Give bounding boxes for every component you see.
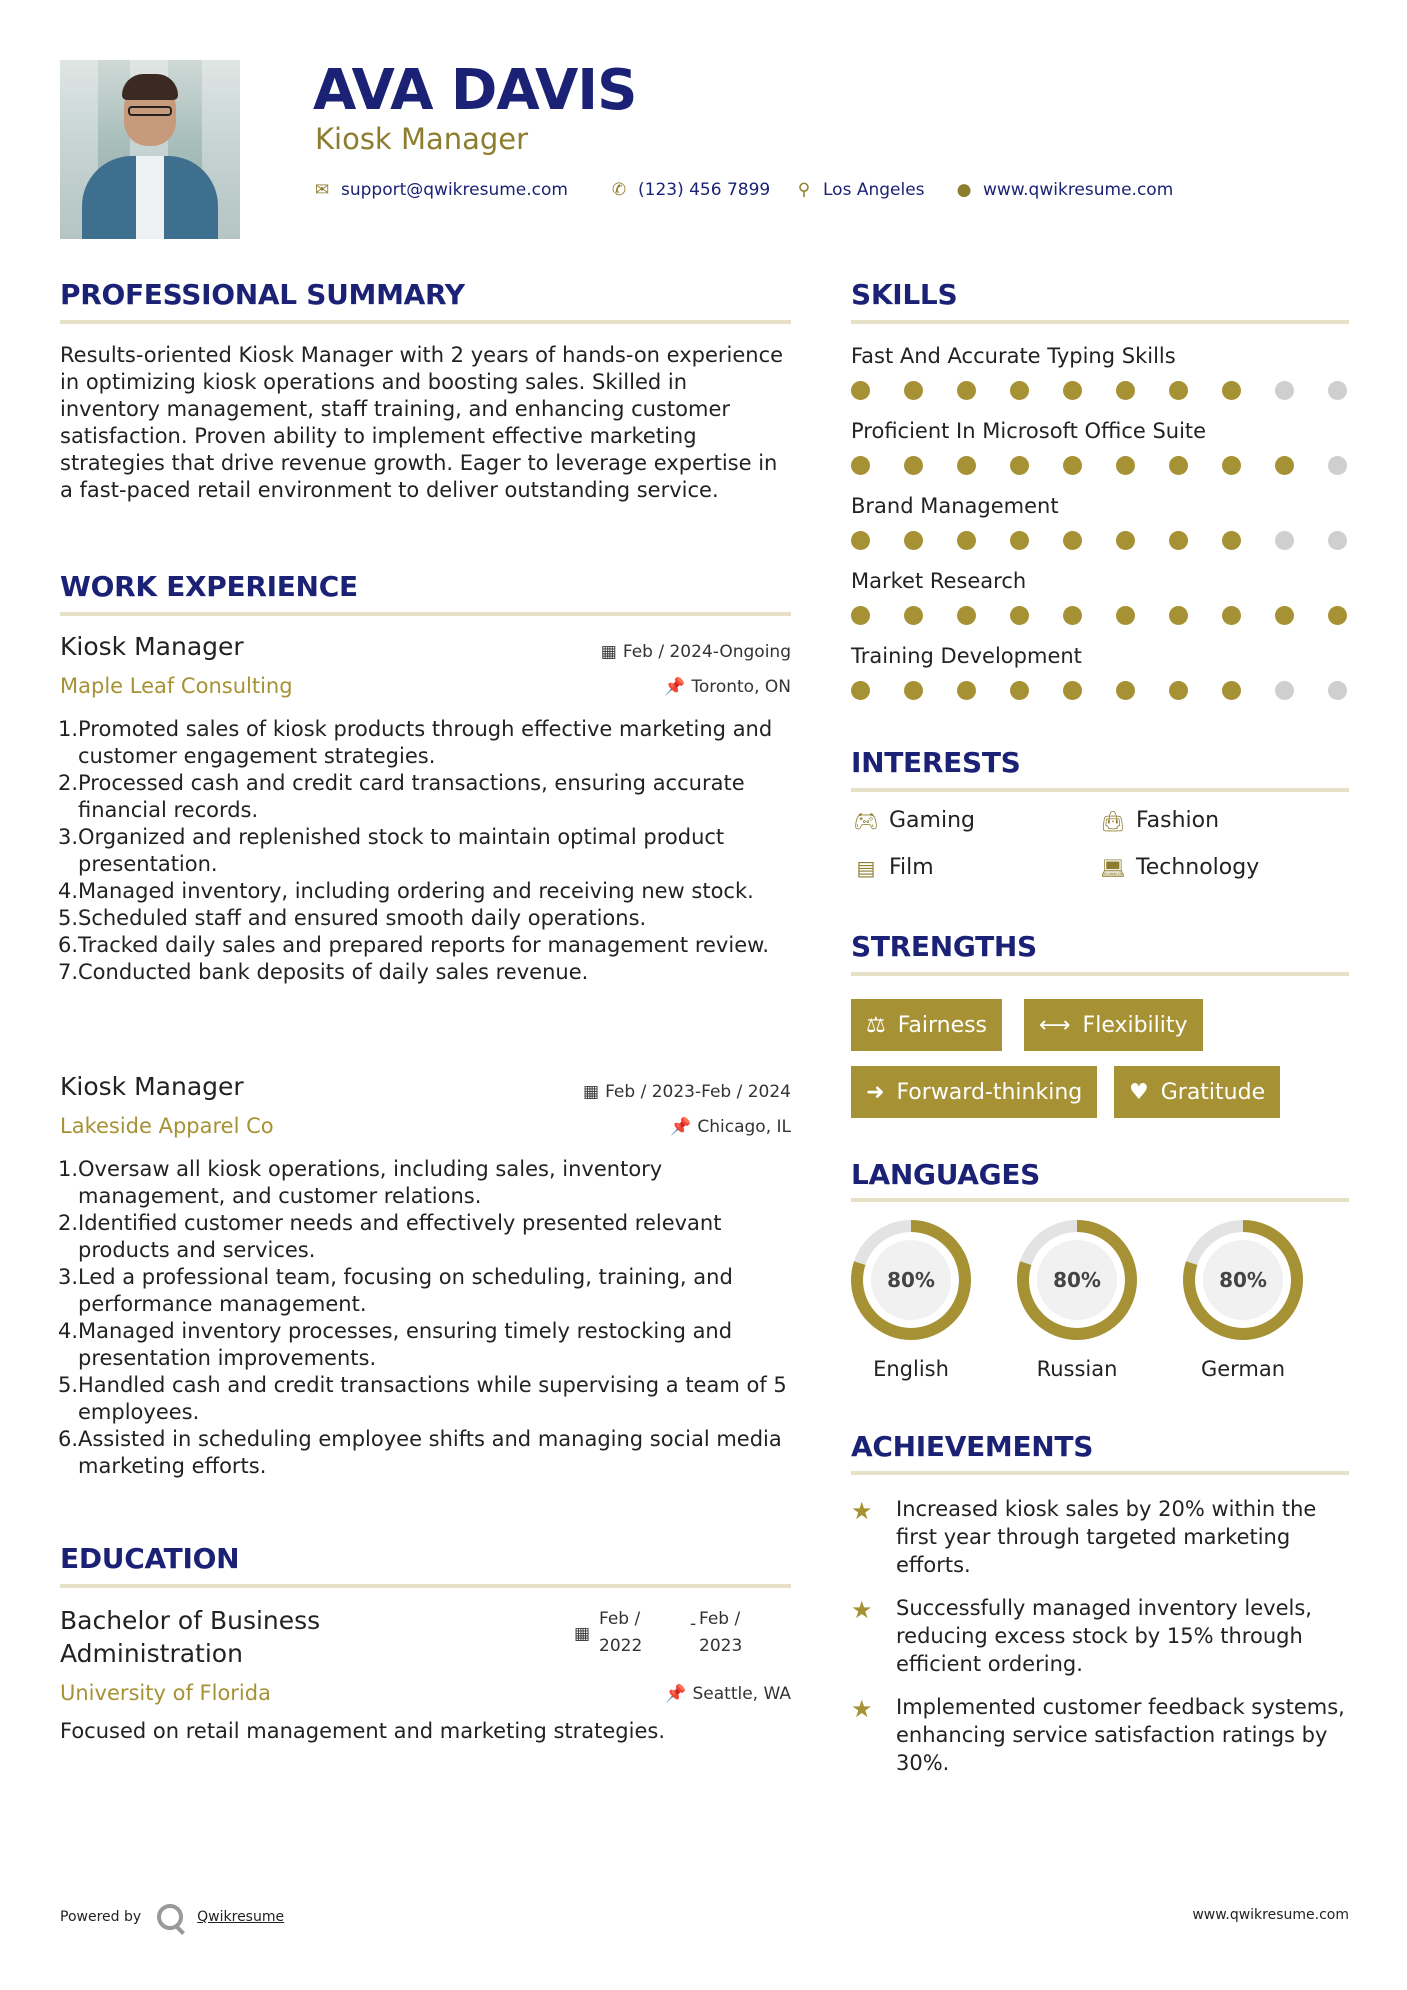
strength-tag: ➜ Forward-thinking	[851, 1066, 1097, 1118]
skill-dot-filled	[1275, 456, 1294, 475]
skill-dot-filled	[851, 531, 870, 550]
skill-dot-filled	[904, 456, 923, 475]
job-location: 📌 Toronto, ON	[664, 677, 791, 697]
candidate-title: Kiosk Manager	[315, 122, 529, 156]
list-item: 2. Processed cash and credit card transactions, ensuring accurate financial records.	[58, 771, 745, 822]
list-item: 1. Promoted sales of kiosk products through effective marketing and customer engagement strategies.	[58, 717, 773, 768]
skill-dot-filled	[1169, 381, 1188, 400]
skill-dot-filled	[1063, 456, 1082, 475]
skills-divider	[851, 320, 1349, 324]
footer-brand-link[interactable]: Qwikresume	[197, 1909, 285, 1925]
skill-dot-filled	[904, 606, 923, 625]
skill-dot-filled	[1010, 381, 1029, 400]
skill-dot-filled	[1169, 456, 1188, 475]
strengths-heading: STRENGTHS	[851, 930, 1037, 963]
job-dates: ▦ Feb / 2024-Ongoing	[600, 642, 791, 662]
skill-dot-filled	[851, 606, 870, 625]
achievements-divider	[851, 1471, 1349, 1475]
location-text: Los Angeles	[823, 180, 925, 200]
skill-dot-filled	[1222, 681, 1241, 700]
skill-dot-filled	[957, 456, 976, 475]
experience-heading: WORK EXPERIENCE	[60, 570, 358, 603]
job-dates: ▦ Feb / 2023-Feb / 2024	[583, 1082, 791, 1102]
email-text: support@qwikresume.com	[341, 180, 568, 200]
skill-dot-filled	[1169, 531, 1188, 550]
language-ring	[1016, 1219, 1138, 1341]
list-item: 5. Handled cash and credit transactions while supervising a team of 5 employees.	[58, 1373, 787, 1424]
job-location: 📌 Chicago, IL	[670, 1117, 791, 1137]
qwikresume-logo-icon	[157, 1904, 183, 1930]
skill-dot-empty	[1328, 681, 1347, 700]
language-name: English	[873, 1357, 949, 1381]
skill-name: Proficient In Microsoft Office Suite	[851, 419, 1207, 443]
job-bullets	[60, 716, 795, 986]
list-item: 2. Identified customer needs and effectively presented relevant products and services.	[58, 1211, 722, 1262]
gamepad-icon: 🎮︎	[853, 808, 879, 833]
language-ring	[1182, 1219, 1304, 1341]
skill-dot-empty	[1275, 681, 1294, 700]
skill-dot-filled	[1116, 456, 1135, 475]
calendar-icon: ▦	[574, 1624, 591, 1644]
skill-dot-filled	[1116, 606, 1135, 625]
skill-dot-empty	[1275, 381, 1294, 400]
map-marker-icon: ⚲	[797, 180, 811, 200]
skill-dot-filled	[1063, 681, 1082, 700]
skill-dot-empty	[1275, 531, 1294, 550]
skill-dot-filled	[1063, 606, 1082, 625]
list-item: 6. Tracked daily sales and prepared reports for management review.	[58, 933, 770, 957]
skill-dot-filled	[1116, 681, 1135, 700]
interests-heading: INTERESTS	[851, 746, 1021, 779]
arrow-right-icon: ➜	[866, 1079, 885, 1105]
resume-page: AVA DAVIS Kiosk Manager ✉ support@qwikresume.com ✆ (123) 456 7899 ⚲ Los Angeles ● www.qwikresume.com PROFESSIONAL SUMMARY Results-oriented Kiosk Manager with 2 years of hands-on experience in optimizing kiosk operations and boosting sales. Skilled in inventory management, staff training, and enhancing customer satisfaction. Proven ability to implement effective marketing strategies that drive revenue growth. Eager to leverage expertise in a fast-paced retail environment to deliver outstanding service. WORK EXPERIENCE Kiosk Manager ▦ Feb / 2024-Ongoing Maple Leaf Consulting 📌 Toronto, ON 1. Promoted sales of kiosk products through effective marketing and customer engagement strategies. 2. Processed cash and credit card transactions, ensuring accurate financial records. 3. Organized and replenished stock to maintain optimal product presentation. 4. Managed inventory, including ordering and receiving new stock. 5. Scheduled staff and ensured smooth daily operations. 6. Tracked daily sales and prepared reports for management review. 7. Conducted bank deposits of daily sales revenue. Kiosk Manager ▦ Feb / 2023-Feb / 2024 Lakeside Apparel Co 📌 Chicago, IL 1. Oversaw all kiosk operations, including sales, inventory management, and customer relations. 2. Identified customer needs and effectively presented relevant products and services. 3. Led a professional team, focusing on scheduling, training, and performance management. 4. Managed inventory processes, ensuring timely restocking and presentation improvements. 5. Handled cash and credit transactions while supervising a team of 5 employees. 6. Assisted in scheduling employee shifts and managing social media marketing efforts. EDUCATION Bachelor of Business Administration ▦ Feb / 2022 - Feb / 2023 University of Florida 📌 Seattle, WA Focused on retail management and marketing strategies. SKILLS Fast And Accurate Typing Skills Proficient In Microsoft Office Suite Brand Management Market Research Training Development INTERESTS 🎮︎ Gaming 👜︎ Fashion ▤ Film 💻︎ Technology STRENGTHS ⚖ Fairness ⟷ Flexibility ➜ Forward-thinking ♥ Gratitude LANGUAGES 80% English 80% Russian 80% German ACHIEVEMENTS ★ Increased kiosk sales by 20% within the first year through targeted marketing efforts. ★ Successfully managed inventory levels, reducing excess stock by 15% through efficient ordering. ★ Implemented customer feedback systems, enhancing service satisfaction ratings by 30%. Powered by Qwikresume www.qwikresume.com	[0, 0, 1407, 1990]
star-icon: ★	[851, 1695, 873, 1723]
strength-tag: ⚖ Fairness	[851, 999, 1002, 1051]
skill-dot-empty	[1328, 456, 1347, 475]
language-percent: 80%	[1219, 1268, 1267, 1292]
skill-dot-filled	[1063, 381, 1082, 400]
film-icon: ▤	[856, 855, 876, 880]
job-bullets	[60, 1156, 795, 1480]
edu-start-year: 2022	[599, 1636, 643, 1656]
job-company: Maple Leaf Consulting	[60, 674, 293, 698]
skill-name: Fast And Accurate Typing Skills	[851, 344, 1176, 368]
skill-dot-filled	[1063, 531, 1082, 550]
interests-divider	[851, 788, 1349, 792]
degree-title: Bachelor of Business Administration	[60, 1606, 321, 1668]
list-item: 5. Scheduled staff and ensured smooth daily operations.	[58, 906, 647, 930]
footer-url[interactable]: www.qwikresume.com	[1192, 1907, 1349, 1923]
pin-icon: 📌	[665, 1684, 687, 1704]
job-title: Kiosk Manager	[60, 1072, 244, 1101]
skill-dot-filled	[957, 381, 976, 400]
interest-item: 🎮︎ Gaming	[851, 808, 975, 833]
skill-dot-filled	[1169, 606, 1188, 625]
skill-dot-filled	[1010, 456, 1029, 475]
language-name: Russian	[1036, 1357, 1118, 1381]
envelope-icon: ✉	[314, 180, 330, 200]
summary-text: Results-oriented Kiosk Manager with 2 years of hands-on experience in optimizing kiosk operations and boosting sales. Skilled in inventory management, staff training, and enhancing customer satisfaction. Proven ability to implement effective marketing strategies that drive revenue growth. Eager to leverage expertise in a fast-paced retail environment to deliver outstanding service.	[60, 343, 784, 502]
skill-rating	[851, 606, 1349, 626]
skill-dot-filled	[1222, 456, 1241, 475]
laptop-icon: 💻︎	[1100, 855, 1126, 880]
star-icon: ★	[851, 1497, 873, 1525]
list-item: 6. Assisted in scheduling employee shifts and managing social media marketing efforts.	[58, 1427, 782, 1478]
skill-dot-filled	[851, 681, 870, 700]
skill-dot-filled	[1116, 381, 1135, 400]
education-divider	[60, 1584, 791, 1588]
skill-dot-filled	[1010, 606, 1029, 625]
calendar-icon: ▦	[600, 642, 617, 662]
skill-rating	[851, 531, 1349, 551]
calendar-icon: ▦	[583, 1082, 600, 1102]
skill-dot-filled	[851, 381, 870, 400]
contact-email[interactable]	[313, 180, 568, 200]
star-icon: ★	[851, 1596, 873, 1624]
summary-heading: PROFESSIONAL SUMMARY	[60, 278, 465, 311]
skill-dot-filled	[904, 381, 923, 400]
footer-powered-by: Powered by Qwikresume	[60, 1904, 284, 1930]
interest-item: 💻︎ Technology	[1098, 855, 1259, 880]
job-company: Lakeside Apparel Co	[60, 1114, 274, 1138]
edu-end-month: Feb /	[699, 1609, 741, 1629]
contact-website[interactable]	[955, 180, 1173, 200]
list-item: 4. Managed inventory, including ordering and receiving new stock.	[58, 879, 754, 903]
shopping-bag-icon: 👜︎	[1100, 808, 1126, 833]
skill-dot-filled	[957, 606, 976, 625]
skill-rating	[851, 456, 1349, 476]
skill-dot-filled	[957, 531, 976, 550]
skill-dot-filled	[957, 681, 976, 700]
candidate-name: AVA DAVIS	[313, 58, 637, 123]
website-text: www.qwikresume.com	[983, 180, 1174, 200]
skill-dot-filled	[1222, 606, 1241, 625]
job-title: Kiosk Manager	[60, 632, 244, 661]
experience-divider	[60, 612, 791, 616]
skill-dot-filled	[851, 456, 870, 475]
skill-dot-filled	[1116, 531, 1135, 550]
list-item: 4. Managed inventory processes, ensuring timely restocking and presentation improvements.	[58, 1319, 733, 1370]
interest-item: 👜︎ Fashion	[1098, 808, 1219, 833]
language-ring	[850, 1219, 972, 1341]
edu-end-year: 2023	[699, 1636, 743, 1656]
skill-name: Brand Management	[851, 494, 1059, 518]
school-name: University of Florida	[60, 1681, 271, 1705]
skill-name: Market Research	[851, 569, 1027, 593]
list-item: 7. Conducted bank deposits of daily sales revenue.	[58, 960, 589, 984]
profile-photo	[60, 60, 240, 239]
pin-icon: 📌	[664, 677, 686, 697]
arrows-horizontal-icon: ⟷	[1039, 1012, 1071, 1038]
language-percent: 80%	[1053, 1268, 1101, 1292]
list-item: 3. Led a professional team, focusing on scheduling, training, and performance management.	[58, 1265, 733, 1316]
edu-description: Focused on retail management and marketing strategies.	[60, 1719, 666, 1743]
strength-tag: ♥ Gratitude	[1114, 1066, 1280, 1118]
skill-dot-filled	[1169, 681, 1188, 700]
phone-icon: ✆	[611, 180, 627, 200]
skill-dot-filled	[1275, 606, 1294, 625]
edu-date-dash: -	[690, 1614, 697, 1634]
edu-location: 📌 Seattle, WA	[665, 1684, 791, 1704]
languages-heading: LANGUAGES	[851, 1158, 1041, 1191]
balance-scale-icon: ⚖	[866, 1012, 886, 1038]
interest-item: ▤ Film	[851, 855, 934, 880]
summary-divider	[60, 320, 791, 324]
contact-phone[interactable]	[610, 180, 770, 200]
list-item: 3. Organized and replenished stock to maintain optimal product presentation.	[58, 825, 725, 876]
language-name: German	[1200, 1357, 1286, 1381]
skill-rating	[851, 681, 1349, 701]
list-item: 1. Oversaw all kiosk operations, including sales, inventory management, and customer relations.	[58, 1157, 663, 1208]
skill-dot-filled	[1010, 531, 1029, 550]
skill-dot-filled	[1328, 606, 1347, 625]
skill-dot-filled	[1010, 681, 1029, 700]
pin-icon: 📌	[670, 1117, 692, 1137]
skills-heading: SKILLS	[851, 278, 958, 311]
education-heading: EDUCATION	[60, 1542, 240, 1575]
heart-icon: ♥	[1129, 1079, 1149, 1105]
skill-dot-filled	[904, 681, 923, 700]
globe-icon: ●	[956, 180, 972, 200]
skill-dot-filled	[904, 531, 923, 550]
skill-dot-filled	[1222, 531, 1241, 550]
skill-dot-empty	[1328, 381, 1347, 400]
skill-rating	[851, 381, 1349, 401]
contact-location	[795, 180, 925, 200]
language-percent: 80%	[887, 1268, 935, 1292]
strength-tag: ⟷ Flexibility	[1024, 999, 1203, 1051]
achievements-heading: ACHIEVEMENTS	[851, 1430, 1094, 1463]
languages-divider	[851, 1198, 1349, 1202]
edu-start-month: Feb /	[599, 1609, 641, 1629]
skill-name: Training Development	[851, 644, 1082, 668]
skill-dot-empty	[1328, 531, 1347, 550]
strengths-divider	[851, 972, 1349, 976]
skill-dot-filled	[1222, 381, 1241, 400]
phone-text: (123) 456 7899	[638, 180, 771, 200]
